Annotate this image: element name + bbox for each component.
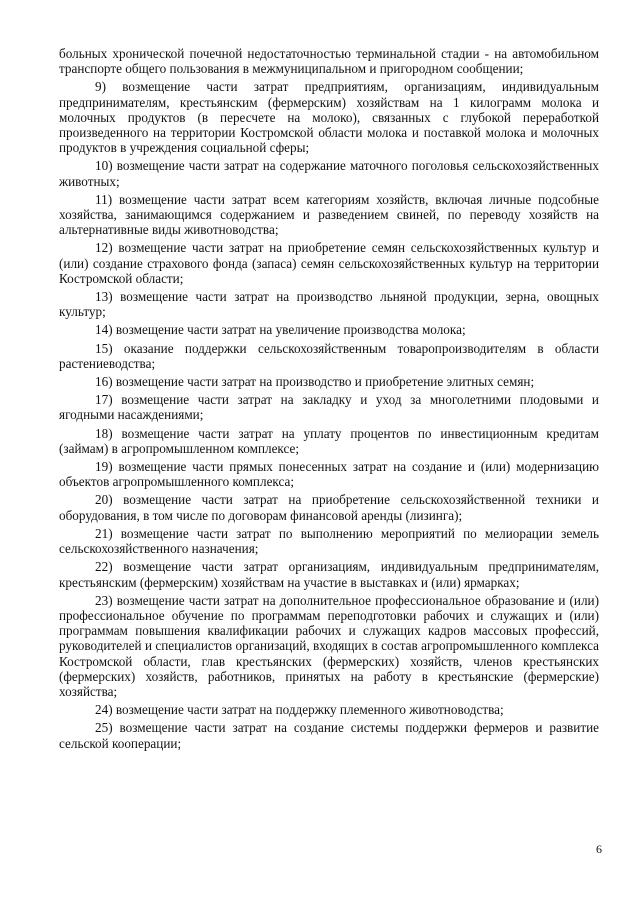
list-item-10: 10) возмещение части затрат на содержание маточного поголовья сельскохозяйственных животных;	[59, 158, 599, 189]
list-item-23: 23) возмещение части затрат на дополнительное профессиональное образование и (или) профессиональное обучение по программам переподготовки рабочих и служащих и (или) программам повышения квалификации рабочих и служащих кадров массовых профессий, руководителей и специалистов организаций, входящих в состав агропромышленного комплекса Костромской области, глав крестьянских (фермерских) хозяйств, членов крестьянских (фермерских) хозяйств, работников, принятых на работу в крестьянские (фермерские) хозяйства;	[59, 592, 599, 699]
list-item-19: 19) возмещение части прямых понесенных затрат на создание и (или) модернизацию объектов агропромышленного комплекса;	[59, 459, 599, 490]
list-item-25: 25) возмещение части затрат на создание системы поддержки фермеров и развитие сельской кооперации;	[59, 720, 599, 751]
page-number: 6	[596, 842, 602, 856]
list-item-15: 15) оказание поддержки сельскохозяйственным товаропроизводителям в области растениеводства;	[59, 340, 599, 371]
list-item-12: 12) возмещение части затрат на приобретение семян сельскохозяйственных культур и (или) создание страхового фонда (запаса) семян сельскохозяйственных культур на территории Костромской области;	[59, 240, 599, 286]
list-item-9: 9) возмещение части затрат предприятиям, организациям, индивидуальным предпринимателям, крестьянским (фермерским) хозяйствам на 1 килограмм молока и молочных продуктов (в пересчете на молоко), связанных с глубокой переработкой произведенного на территории Костромской области молока и поставкой молока и молочных продуктов в учреждения социальной сферы;	[59, 79, 599, 156]
list-item-18: 18) возмещение части затрат на уплату процентов по инвестиционным кредитам (займам) в агропромышленном комплексе;	[59, 425, 599, 456]
list-item-24: 24) возмещение части затрат на поддержку племенного животноводства;	[95, 702, 504, 718]
list-item-16: 16) возмещение части затрат на производство и приобретение элитных семян;	[95, 374, 535, 390]
list-item-13: 13) возмещение части затрат на производство льняной продукции, зерна, овощных культур;	[59, 289, 599, 320]
list-item-21: 21) возмещение части затрат по выполнению мероприятий по мелиорации земель сельскохозяйственного назначения;	[59, 525, 599, 557]
list-item-14: 14) возмещение части затрат на увеличение производства молока;	[95, 322, 466, 338]
document-body	[59, 46, 599, 754]
list-item-11: 11) возмещение части затрат всем категориям хозяйств, включая личные подсобные хозяйства, занимающимся содержанием и разведением свиней, по переводу хозяйств на альтернативные виды животноводства;	[59, 191, 599, 238]
paragraph-continuation: больных хронической почечной недостаточностью терминальной стадии - на автомобильном транспорте общего пользования в межмуниципальном и пригородном сообщении;	[59, 46, 599, 77]
list-item-22: 22) возмещение части затрат организациям, индивидуальным предпринимателям, крестьянским (фермерским) хозяйствам на участие в выставках и (или) ярмарках;	[59, 559, 599, 590]
list-item-20: 20) возмещение части затрат на приобретение сельскохозяйственной техники и оборудования, в том числе по договорам финансовой аренды (лизинга);	[59, 492, 599, 523]
list-item-17: 17) возмещение части затрат на закладку и уход за многолетними плодовыми и ягодными насаждениями;	[59, 392, 599, 423]
